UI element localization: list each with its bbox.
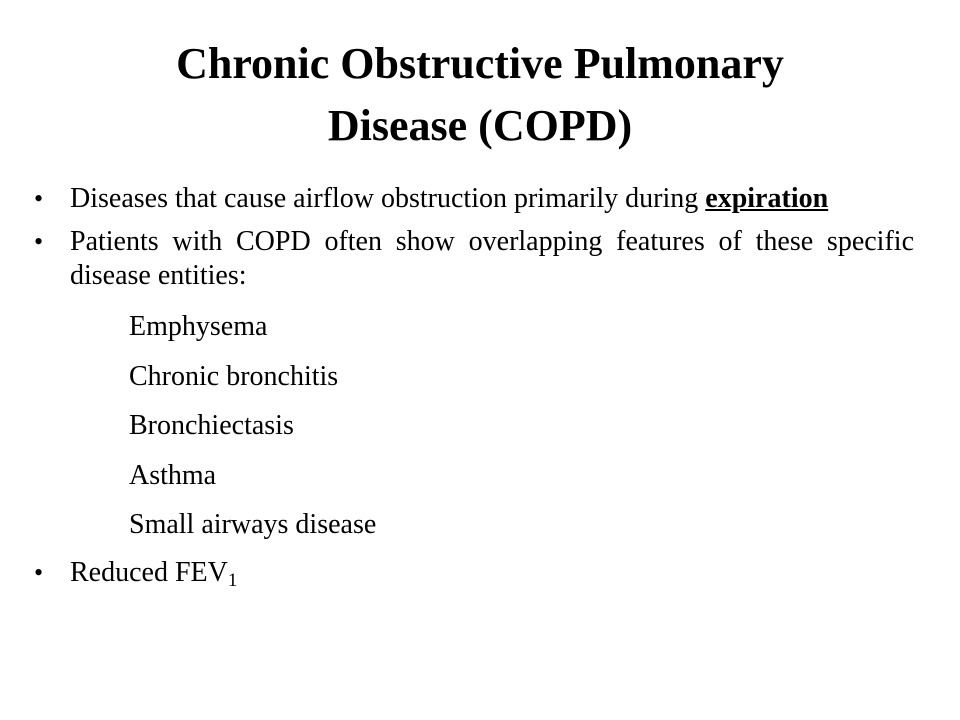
slide-title: [60, 33, 900, 157]
title-line-1: Chronic Obstructive Pulmonary: [176, 39, 784, 88]
bullet-item-airflow: [34, 182, 914, 216]
entity-item: Chronic bronchitis: [129, 360, 339, 392]
entity-item: Emphysema: [129, 311, 268, 342]
bullet-icon: •: [34, 557, 44, 587]
title-line-2: Disease (COPD): [327, 101, 633, 150]
bullet-text: Reduced FEV: [70, 556, 228, 588]
entity-item: Small airways disease: [129, 509, 377, 540]
subscript: 1: [227, 569, 238, 591]
entity-item: Asthma: [129, 459, 217, 491]
bullet-text: Patients with COPD often show overlapping features of these specific disease entities:: [70, 226, 914, 291]
entity-item: Bronchiectasis: [129, 410, 294, 441]
bullet-item-fev: [34, 556, 914, 590]
bullet-list: [34, 182, 914, 599]
bullet-item-overlapping: [34, 225, 914, 293]
bullet-icon: •: [34, 184, 44, 213]
bullet-text: Diseases that cause airflow obstruction primarily during: [70, 183, 706, 214]
entity-list-container: [34, 302, 914, 550]
entity-list: [34, 302, 914, 550]
emphasis-expiration: expiration: [705, 183, 829, 214]
bullet-icon: •: [34, 227, 44, 256]
